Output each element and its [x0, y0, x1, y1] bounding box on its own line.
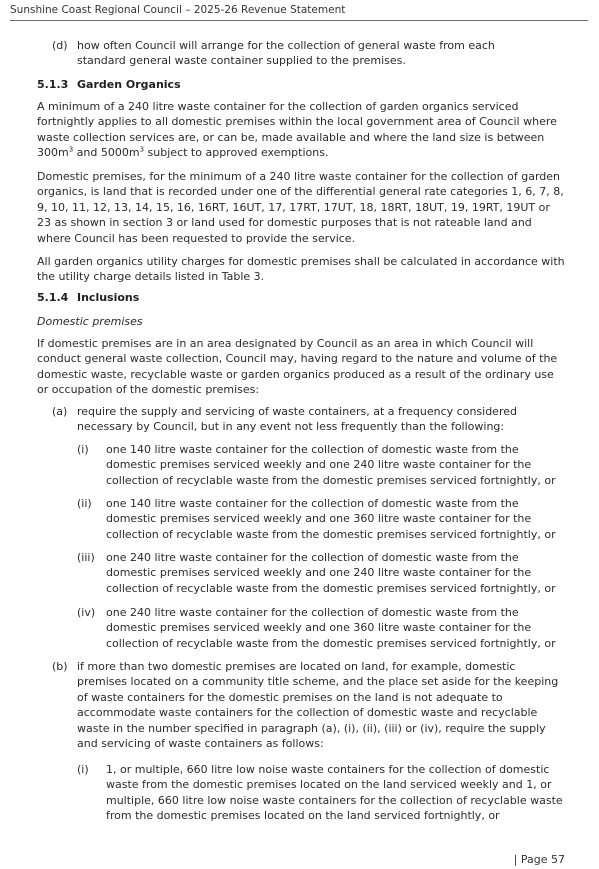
paragraph-part: A minimum of a 240 litre waste container for the collection of garden organics serviced fortnightly applies to all domestic premises within the local government area of Council where waste collection services are, or can be, made available and where the land size is between 300m: [37, 100, 557, 160]
item-d-label: (d): [52, 39, 68, 52]
sub-item-label: (iv): [77, 606, 96, 619]
page-header: Sunshine Coast Regional Council – 2025-26 Revenue Statement: [10, 0, 588, 21]
section-number: 5.1.3: [37, 78, 69, 91]
section-title: Garden Organics: [77, 78, 181, 91]
paragraph-garden-minimum: [37, 99, 565, 161]
sub-item-text: 1, or multiple, 660 litre low noise waste containers for the collection of domestic waste from the domestic premises located on the land serviced weekly and 1, or multiple, 660 litre low noise waste containers for the collection of recyclable waste from the domestic premises located on the land serviced fortnightly, or: [106, 763, 563, 823]
sub-item-text: one 140 litre waste container for the collection of domestic waste from the domestic premises serviced weekly and one 360 litre waste container for the collection of recyclable waste from the domestic premises serviced fortnightly, or: [106, 497, 556, 541]
section-5-1-3-heading: [37, 77, 181, 92]
sub-item-text: one 240 litre waste container for the collection of domestic waste from the domestic premises serviced weekly and one 240 litre waste container for the collection of recyclable waste from the domestic premises serviced fortnightly, or: [106, 551, 556, 595]
item-a-text: require the supply and servicing of waste containers, at a frequency considered necessary by Council, but in any event not less frequently than the following:: [77, 405, 517, 434]
sub-item-label: (i): [77, 763, 89, 776]
item-b-text: if more than two domestic premises are located on land, for example, domestic premises located on a community title scheme, and the place set aside for the keeping of waste containers for the domestic premises on the land is not adequate to accommodate waste containers for the collection of domestic waste and recyclable waste in the number specified in paragraph (a), (i), (ii), (iii) or (iv), require the supply and servicing of waste containers as follows:: [77, 660, 559, 751]
section-title: Inclusions: [77, 291, 140, 304]
sub-item-label: (i): [77, 443, 89, 456]
section-5-1-4-heading: [37, 290, 139, 305]
superscript: 3: [68, 145, 74, 154]
item-d-text: how often Council will arrange for the collection of general waste from each standard general waste container supplied to the premises.: [77, 39, 495, 68]
paragraph-inclusions-intro: If domestic premises are in an area designated by Council as an area in which Council will conduct general waste collection, Council may, having regard to the nature and volume of the domestic waste, recyclable waste or garden organics produced as a result of the ordinary use or occupation of the domestic premises:: [37, 337, 558, 397]
paragraph-part: subject to approved exemptions.: [144, 146, 329, 160]
paragraph-utility-charges: All garden organics utility charges for domestic premises shall be calculated in accordance with the utility charge details listed in Table 3.: [37, 255, 565, 284]
item-b-label: (b): [52, 660, 68, 673]
sub-item-text: one 240 litre waste container for the collection of domestic waste from the domestic premises serviced weekly and one 360 litre waste container for the collection of recyclable waste from the domestic premises serviced fortnightly, or: [106, 606, 556, 650]
paragraph-domestic-premises-definition: Domestic premises, for the minimum of a 240 litre waste container for the collection of garden organics, is land that is recorded under one of the differential general rate categories 1, 6, 7, 8, 9, 10, 11, 12, 13, 14, 15, 16, 16RT, 16UT, 17, 17RT, 17UT, 18, 18RT, 18UT, 19, 19RT, 19UT or 23 as shown in section 3 or land used for domestic purposes that is not rateable land and where Council has been requested to provide the service.: [37, 170, 564, 245]
sub-item-label: (iii): [77, 551, 95, 564]
paragraph-part: and 5000m: [73, 146, 140, 160]
page-number: | Page 57: [513, 853, 565, 866]
superscript: 3: [139, 145, 145, 154]
sub-item-label: (ii): [77, 497, 92, 510]
subheading-domestic-premises: Domestic premises: [37, 315, 143, 328]
section-number: 5.1.4: [37, 291, 69, 304]
item-a-label: (a): [52, 405, 68, 418]
sub-item-text: one 140 litre waste container for the collection of domestic waste from the domestic premises serviced weekly and one 240 litre waste container for the collection of recyclable waste from the domestic premises serviced fortnightly, or: [106, 443, 556, 487]
